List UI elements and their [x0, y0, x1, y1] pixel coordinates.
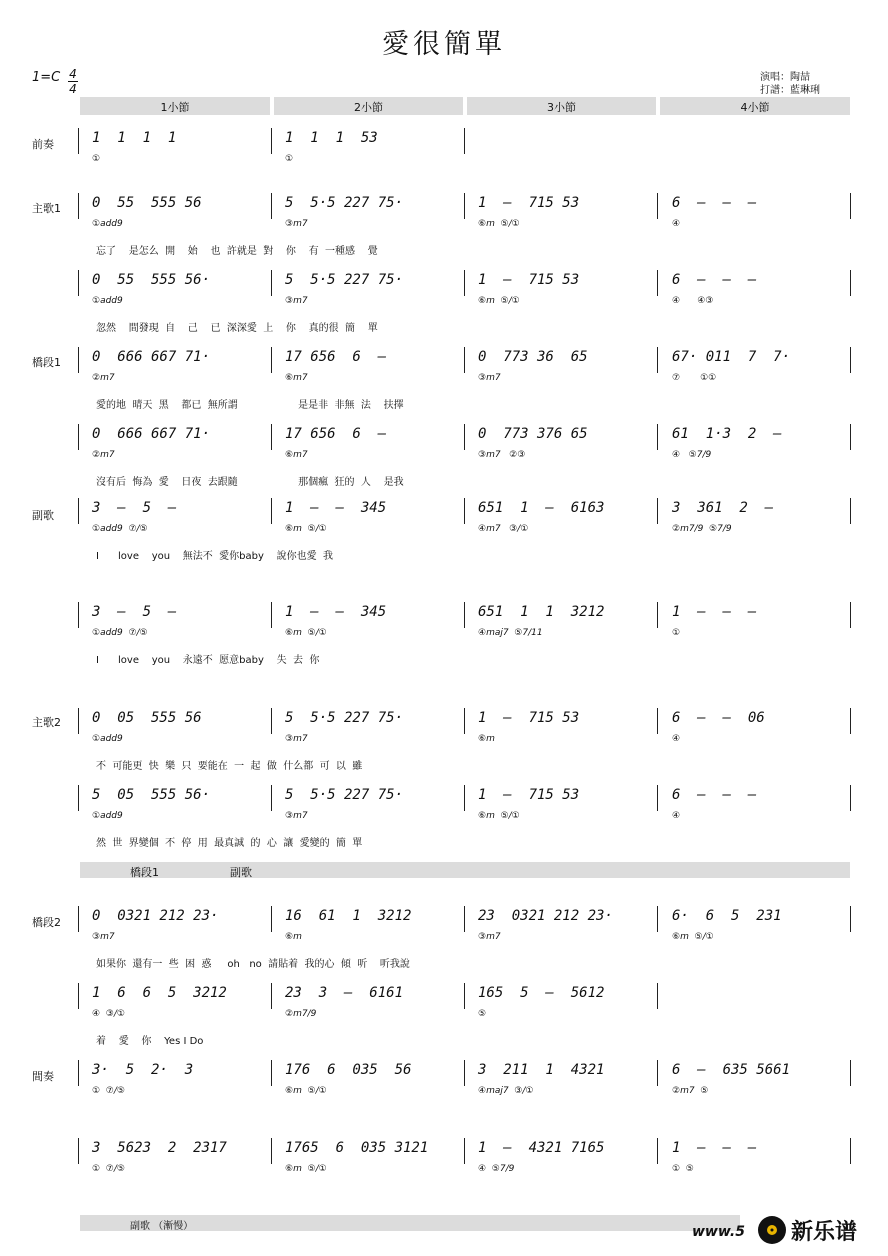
bar-line: [78, 193, 79, 219]
measure-notes: 1 — — 345: [285, 604, 387, 620]
chord-label: ⑥m ⑤/①: [285, 524, 327, 534]
measure-notes: 1 — — —: [672, 604, 757, 620]
measure-notes: 5 05 555 56·: [92, 787, 211, 803]
chord-label: ①: [285, 154, 294, 164]
bar-line: [850, 906, 851, 932]
chord-label: ④m7 ③/①: [478, 524, 529, 534]
bar-line: [78, 1060, 79, 1086]
section-interlude: 間奏: [32, 1070, 54, 1083]
lyric-line: I love you 無法不 愛你baby 說你也愛 我: [96, 551, 333, 562]
repeat-nav-bar: [80, 862, 850, 878]
bar-line: [464, 498, 465, 524]
chord-label: ③m7: [478, 373, 501, 383]
measure-notes: 3 361 2 —: [672, 500, 774, 516]
measure-notes: 0 666 667 71·: [92, 349, 211, 365]
chord-label: ④ ④③: [672, 296, 714, 306]
bar-line: [464, 347, 465, 373]
bar-line: [850, 498, 851, 524]
section-intro: 前奏: [32, 138, 54, 151]
bar-line: [464, 424, 465, 450]
bar-line: [271, 128, 272, 154]
chord-label: ④ ⑤7/9: [672, 450, 712, 460]
chord-label: ③m7 ②③: [478, 450, 526, 460]
bar-line: [657, 785, 658, 811]
chord-label: ①add9 ⑦/⑤: [92, 628, 148, 638]
chord-label: ⑦ ①①: [672, 373, 717, 383]
bar-line: [657, 1060, 658, 1086]
chord-label: ④ ⑤7/9: [478, 1164, 515, 1174]
measure-notes: 0 55 555 56: [92, 195, 202, 211]
lyric-line: 沒有后 悔為 愛 日夜 去跟隨 那個瘋 狂的 人 是我: [96, 477, 404, 488]
chord-label: ④: [672, 734, 681, 744]
measure-header-1: 1小節: [160, 101, 190, 114]
lyric-line: I love you 永遠不 愿意baby 失 去 你: [96, 655, 320, 666]
measure-notes: 3 5623 2 2317: [92, 1140, 227, 1156]
lyric-line: 忘了 是怎么 開 始 也 許就是 對 你 有 一種感 覺: [96, 246, 378, 257]
watermark-url: www.5: [692, 1224, 745, 1240]
chord-label: ⑤: [478, 1009, 487, 1019]
bar-line: [464, 193, 465, 219]
measure-notes: 1 — 715 53: [478, 710, 580, 726]
measure-header-2: 2小節: [354, 101, 383, 114]
measure-notes: 1 — — 345: [285, 500, 387, 516]
time-signature: [68, 68, 78, 95]
bar-line: [78, 1138, 79, 1164]
bar-line: [78, 347, 79, 373]
measure-notes: 165 5 — 5612: [478, 985, 605, 1001]
bar-line: [850, 347, 851, 373]
bar-line: [78, 498, 79, 524]
chord-label: ④: [672, 219, 681, 229]
chord-label: ③m7: [285, 219, 308, 229]
brand-name: 新乐谱: [791, 1220, 858, 1245]
chord-label: ⑥m: [478, 734, 495, 744]
chord-label: ⑥m ⑤/①: [672, 932, 714, 942]
section-verse2: 主歌2: [32, 716, 61, 729]
bar-line: [850, 1060, 851, 1086]
measure-notes: 6 — — 06: [672, 710, 765, 726]
measure-notes: 16 61 1 3212: [285, 908, 412, 924]
bar-line: [850, 785, 851, 811]
measure-notes: 23 3 — 6161: [285, 985, 404, 1001]
measure-notes: 1 — 4321 7165: [478, 1140, 605, 1156]
bar-line: [850, 424, 851, 450]
section-bridge2: 橋段2: [32, 916, 61, 929]
chord-label: ②m7/9: [285, 1009, 317, 1019]
lyric-line: 忽然 間發現 自 己 已 深深愛 上 你 真的很 簡 單: [96, 323, 378, 334]
measure-notes: 6 — — —: [672, 272, 757, 288]
chord-label: ②m7: [92, 373, 115, 383]
bar-line: [78, 906, 79, 932]
measure-notes: 6· 6 5 231: [672, 908, 782, 924]
bar-line: [271, 1060, 272, 1086]
measure-notes: 1 — 715 53: [478, 195, 580, 211]
measure-header-3: 3小節: [547, 101, 576, 114]
measure-notes: 1 1 1 1: [92, 130, 177, 146]
lyric-line: 然 世 界變個 不 停 用 最真誠 的 心 讓 愛變的 簡 單: [96, 838, 363, 849]
measure-notes: 0 0321 212 23·: [92, 908, 219, 924]
chord-label: ③m7: [92, 932, 115, 942]
chord-label: ①add9 ⑦/⑤: [92, 524, 148, 534]
measure-notes: 3 — 5 —: [92, 500, 177, 516]
measure-notes: 3 — 5 —: [92, 604, 177, 620]
measure-notes: 0 773 376 65: [478, 426, 588, 442]
bar-line: [78, 424, 79, 450]
chord-label: ⑥m7: [285, 450, 308, 460]
section-bridge1: 橋段1: [32, 356, 61, 369]
chord-label: ④maj7 ③/①: [478, 1086, 534, 1096]
measure-notes: 5 5·5 227 75·: [285, 710, 404, 726]
bar-line: [271, 1138, 272, 1164]
bar-line: [271, 347, 272, 373]
measure-notes: 1 6 6 5 3212: [92, 985, 227, 1001]
measure-notes: 176 6 035 56: [285, 1062, 412, 1078]
bar-line: [464, 270, 465, 296]
bar-line: [271, 424, 272, 450]
bar-line: [657, 498, 658, 524]
bar-line: [78, 602, 79, 628]
measure-notes: 0 55 555 56·: [92, 272, 211, 288]
measure-notes: 6 — 635 5661: [672, 1062, 791, 1078]
chord-label: ⑥m7: [285, 373, 308, 383]
lyric-line: 愛的地 晴天 黑 都已 無所謂 是是非 非無 法 扶擇: [96, 400, 404, 411]
chord-label: ⑥m ⑤/①: [478, 296, 520, 306]
bar-line: [464, 1060, 465, 1086]
measure-notes: 23 0321 212 23·: [478, 908, 613, 924]
brand-logo: [755, 1213, 880, 1247]
chord-label: ③m7: [478, 932, 501, 942]
chord-label: ④maj7 ⑤7/11: [478, 628, 543, 638]
bar-line: [271, 193, 272, 219]
chord-label: ⑥m: [285, 932, 302, 942]
bar-line: [271, 785, 272, 811]
bar-line: [271, 498, 272, 524]
bar-line: [78, 128, 79, 154]
chord-label: ① ⑦/⑤: [92, 1164, 125, 1174]
repeat-nav-chorus: 副歌: [230, 866, 252, 879]
bar-line: [657, 906, 658, 932]
measure-notes: 1765 6 035 3121: [285, 1140, 429, 1156]
measure-notes: 651 1 1 3212: [478, 604, 605, 620]
lyric-line: 着 愛 你 Yes I Do: [96, 1036, 204, 1047]
bar-line: [464, 602, 465, 628]
measure-notes: 1 — 715 53: [478, 787, 580, 803]
bar-line: [657, 708, 658, 734]
bar-line: [78, 785, 79, 811]
chord-label: ①: [92, 154, 101, 164]
bar-line: [271, 906, 272, 932]
measure-notes: 6 — — —: [672, 787, 757, 803]
measure-notes: 5 5·5 227 75·: [285, 195, 404, 211]
repeat-nav-bridge1: 橋段1: [130, 866, 159, 879]
section-chorus: 副歌: [32, 509, 54, 522]
bar-line: [464, 1138, 465, 1164]
chord-label: ⑥m ⑤/①: [478, 219, 520, 229]
chord-label: ③m7: [285, 734, 308, 744]
measure-notes: 1 — — —: [672, 1140, 757, 1156]
bar-line: [271, 602, 272, 628]
chord-label: ③m7: [285, 296, 308, 306]
song-title: 愛很簡單: [382, 29, 506, 60]
bar-line: [464, 983, 465, 1009]
measure-header-4: 4小節: [740, 101, 770, 114]
bar-line: [657, 602, 658, 628]
chord-label: ① ⑦/⑤: [92, 1086, 125, 1096]
bar-line: [657, 1138, 658, 1164]
bar-line: [271, 708, 272, 734]
bar-line: [657, 193, 658, 219]
measure-notes: 6 — — —: [672, 195, 757, 211]
chord-label: ④ ③/①: [92, 1009, 125, 1019]
meter-top: 4: [69, 67, 77, 81]
chord-label: ⑥m ⑤/①: [285, 1164, 327, 1174]
chord-label: ②m7: [92, 450, 115, 460]
bar-line: [271, 983, 272, 1009]
bar-line: [464, 785, 465, 811]
bar-line: [657, 270, 658, 296]
measure-notes: 61 1·3 2 —: [672, 426, 782, 442]
chord-label: ②m7/9 ⑤7/9: [672, 524, 732, 534]
chord-label: ①add9: [92, 219, 123, 229]
lyric-line: 如果你 還有一 些 困 惑 oh no 請貼着 我的心 傾 听 听我說: [96, 959, 410, 970]
chord-label: ①: [672, 628, 681, 638]
measure-notes: 1 — 715 53: [478, 272, 580, 288]
measure-notes: 5 5·5 227 75·: [285, 272, 404, 288]
chord-label: ②m7 ⑤: [672, 1086, 709, 1096]
chord-label: ①add9: [92, 734, 123, 744]
measure-notes: 0 666 667 71·: [92, 426, 211, 442]
chord-label: ④: [672, 811, 681, 821]
chord-label: ③m7: [285, 811, 308, 821]
measure-notes: 5 5·5 227 75·: [285, 787, 404, 803]
chord-label: ①add9: [92, 296, 123, 306]
bar-line: [657, 983, 658, 1009]
bar-line: [657, 347, 658, 373]
bar-line: [464, 906, 465, 932]
bar-line: [464, 128, 465, 154]
bar-line: [78, 708, 79, 734]
chord-label: ⑥m ⑤/①: [478, 811, 520, 821]
measure-notes: 17 656 6 —: [285, 349, 387, 365]
bar-line: [271, 270, 272, 296]
bar-line: [850, 193, 851, 219]
bar-line: [78, 983, 79, 1009]
chord-label: ⑥m ⑤/①: [285, 628, 327, 638]
measure-notes: 0 05 555 56: [92, 710, 202, 726]
bar-line: [850, 1138, 851, 1164]
chord-label: ① ⑤: [672, 1164, 694, 1174]
measure-notes: 17 656 6 —: [285, 426, 387, 442]
bar-line: [850, 270, 851, 296]
chord-label: ⑥m ⑤/①: [285, 1086, 327, 1096]
measure-notes: 0 773 36 65: [478, 349, 588, 365]
bar-line: [464, 708, 465, 734]
bar-line: [657, 424, 658, 450]
ending-nav-label: 副歌 （漸慢）: [130, 1221, 194, 1232]
singer-credit: 演唱：陶喆: [760, 72, 810, 83]
measure-notes: 3· 5 2· 3: [92, 1062, 194, 1078]
typist-credit: 打譜：藍琳琍: [760, 85, 820, 96]
bar-line: [850, 602, 851, 628]
measure-notes: 67· 011 7 7·: [672, 349, 791, 365]
meter-bottom: 4: [69, 82, 77, 96]
lyric-line: 不 可能更 快 樂 只 要能在 一 起 做 什么都 可 以 雖: [96, 761, 363, 772]
measure-notes: 3 211 1 4321: [478, 1062, 605, 1078]
key-signature: 1=C: [32, 70, 61, 85]
bar-line: [850, 708, 851, 734]
measure-notes: 1 1 1 53: [285, 130, 378, 146]
measure-notes: 651 1 — 6163: [478, 500, 605, 516]
chord-label: ①add9: [92, 811, 123, 821]
section-verse1: 主歌1: [32, 202, 61, 215]
bar-line: [78, 270, 79, 296]
